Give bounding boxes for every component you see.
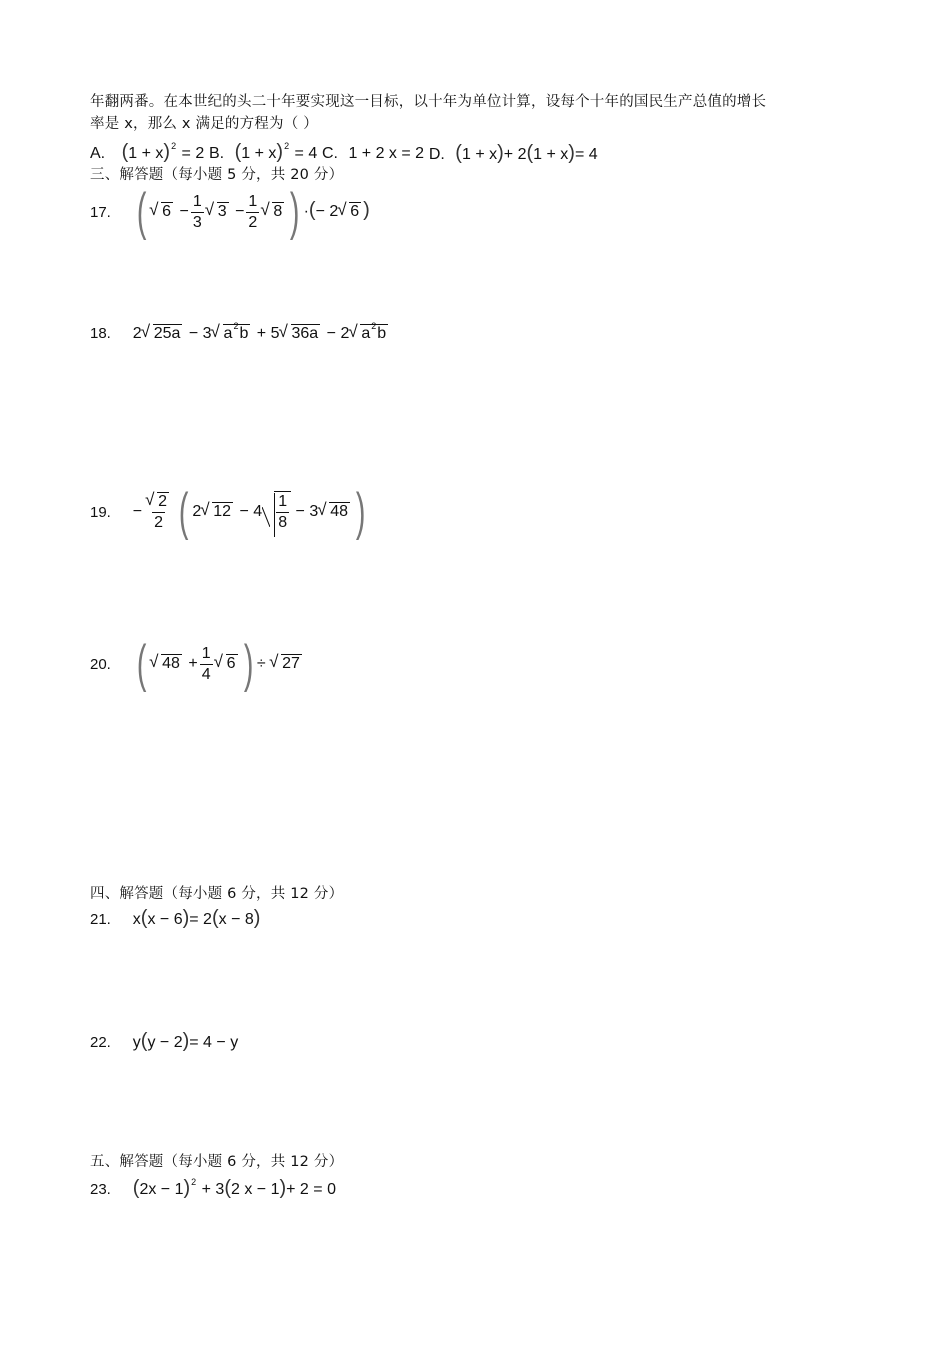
question-20 xyxy=(90,635,304,693)
question-18-expression: 2√ 25a − 3√ $a^2b + 5√$ 36a − 2√ $a^2b$ xyxy=(133,323,390,345)
section-5-heading: 五、解答题（每小题 6 分，共 12 分） xyxy=(90,1154,344,1170)
question-17-expression: (√ 6 − $\frac{1}{3}$ √ 3 − $\frac{1}{2}$ √ 8 ) ·(− 2√ 6 ) xyxy=(133,186,370,238)
options-row xyxy=(90,141,598,166)
section-4-heading: 四、解答题（每小题 6 分，共 12 分） xyxy=(90,886,344,902)
question-18-number: 18. xyxy=(90,325,111,342)
question-22-expression: y(y − 2)= 4 − y xyxy=(132,1030,239,1052)
question-19-number: 19. xyxy=(90,503,111,521)
option-a: A. $(1 + x)^2 = 2$ xyxy=(90,141,205,163)
question-23 xyxy=(90,1177,336,1202)
intro-line-1: 年翻两番。在本世纪的头二十年要实现这一目标，以十年为单位计算，设每个十年的国民生产总值的增长 xyxy=(90,94,767,110)
option-b: B. $(1 + x)^2 = 4$ xyxy=(209,141,318,163)
option-c-label: C. xyxy=(322,144,338,162)
question-22-number: 22. xyxy=(90,1033,111,1051)
question-22 xyxy=(90,1030,238,1054)
question-17-number: 17. xyxy=(90,203,111,221)
option-d-label: D. xyxy=(428,145,445,163)
question-19 xyxy=(90,483,369,541)
option-c: C. 1 + 2 x = 2 xyxy=(322,144,425,162)
question-21-number: 21. xyxy=(90,910,111,928)
option-b-label: B. xyxy=(209,145,225,162)
intro-line-2: 率是 x，那么 x 满足的方程为（ ） xyxy=(90,116,318,132)
question-21-expression: x(x − 6)= 2(x − 8) xyxy=(132,907,261,929)
option-d: D. (1 + x)+ 2(1 + x)= 4 xyxy=(428,141,598,164)
question-19-expression: − √ $\frac{2}{2}$ ( 2√ 12 − 4 $\frac{1}{8}$ − 3√ 48 ) xyxy=(133,486,370,538)
question-20-number: 20. xyxy=(90,655,111,673)
question-17 xyxy=(90,183,370,241)
question-20-expression: (√ 48 + $\frac{1}{4}$ √ 6 ) ÷ √ 27 xyxy=(133,638,304,690)
option-a-label: A. xyxy=(90,145,106,162)
section-3-heading: 三、解答题（每小题 5 分，共 20 分） xyxy=(90,167,344,183)
question-23-expression: $(2x - 1)^2 + 3(2$ x − 1)+ 2 = 0 xyxy=(132,1177,336,1199)
question-18 xyxy=(90,322,390,345)
question-23-number: 23. xyxy=(90,1181,111,1198)
question-21 xyxy=(90,907,260,931)
